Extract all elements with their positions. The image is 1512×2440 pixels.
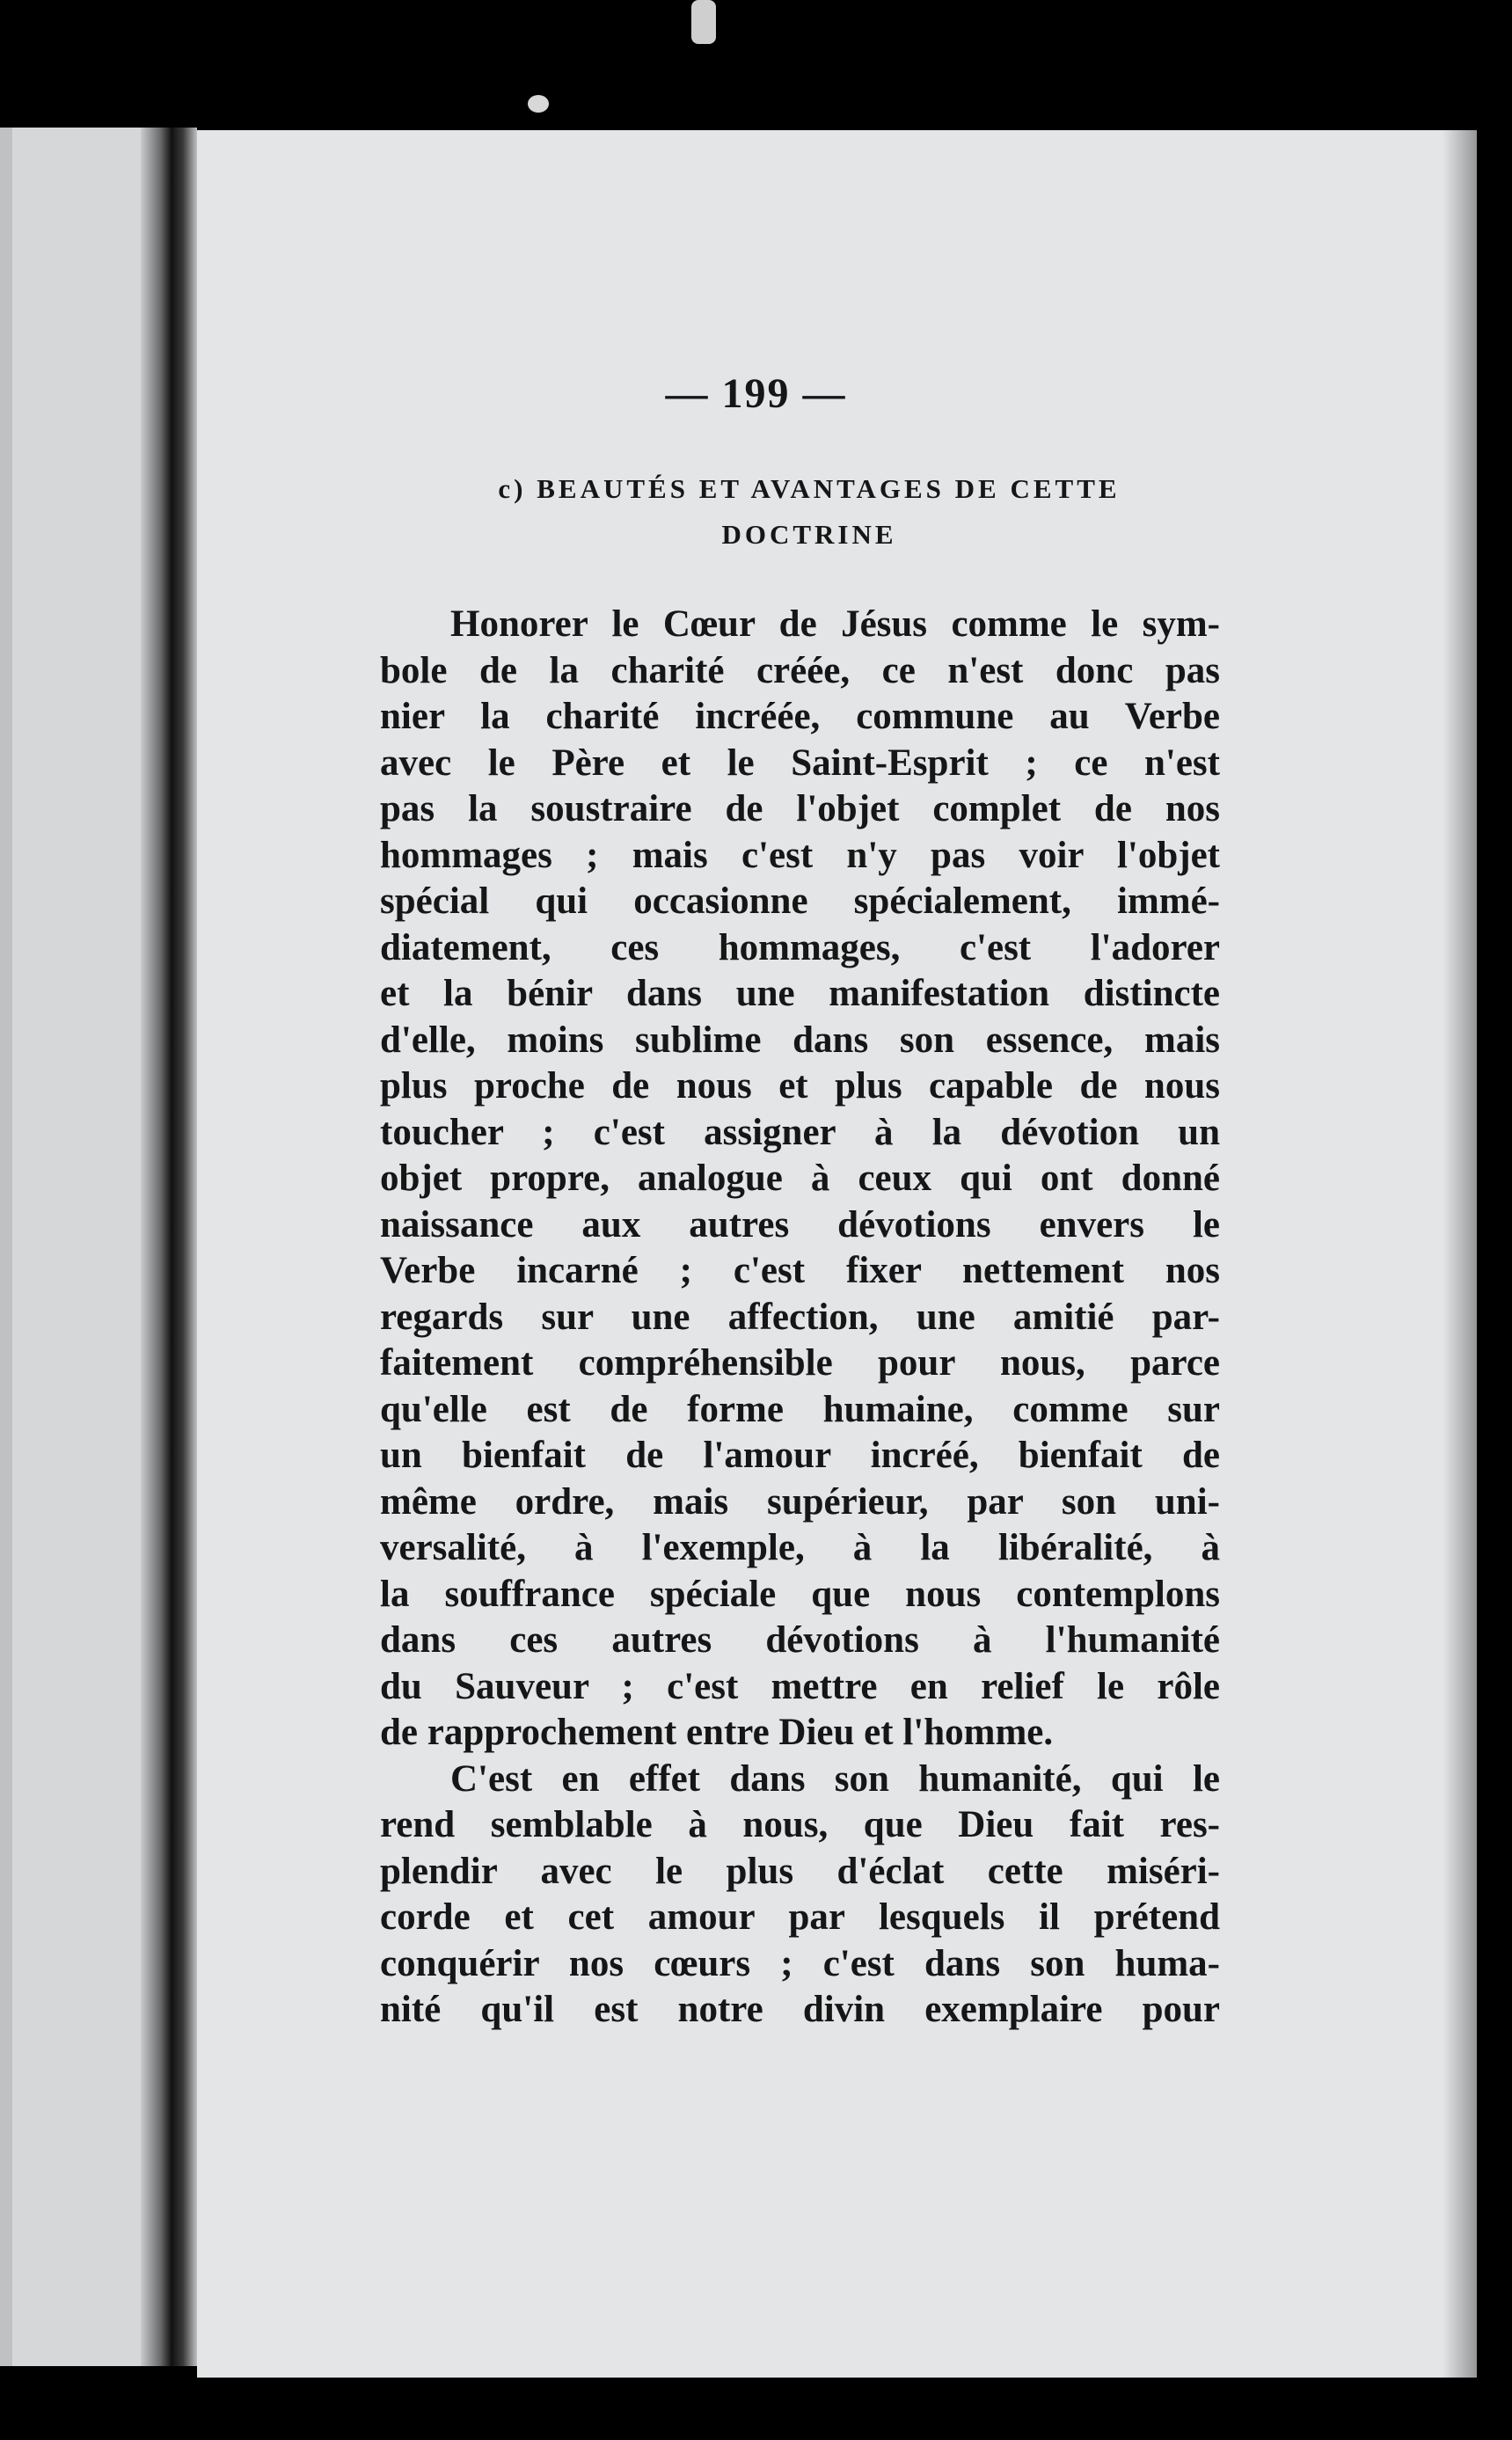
text-line: dans ces autres dévotions à l'humanité (380, 1619, 1220, 1661)
text-line: pas la soustraire de l'objet complet de nos (380, 788, 1220, 829)
text-line: même ordre, mais supérieur, par son uni- (380, 1480, 1220, 1523)
text-line: diatement, ces hommages, c'est l'adorer (380, 926, 1220, 968)
text-line: la souffrance spéciale que nous contemplons (380, 1573, 1220, 1615)
book-spine (141, 128, 197, 2366)
text-line: qu'elle est de forme humaine, comme sur (380, 1388, 1220, 1430)
scan-mark-top (691, 0, 716, 44)
text-line: faitement compréhensible pour nous, parce (380, 1342, 1220, 1384)
text-line: nier la charité incréée, commune au Verbe (380, 696, 1220, 737)
text-line: de rapprochement entre Dieu et l'homme. (380, 1712, 1054, 1753)
text-line: bole de la charité créée, ce n'est donc pas (380, 649, 1220, 691)
text-line: du Sauveur ; c'est mettre en relief le rôle (380, 1665, 1220, 1707)
text-line: plus proche de nous et plus capable de nous (380, 1065, 1220, 1107)
text-line: toucher ; c'est assigner à la dévotion un (380, 1111, 1220, 1153)
text-line: corde et cet amour par lesquels il prétend (380, 1896, 1220, 1938)
text-line: plendir avec le plus d'éclat cette miséri- (380, 1850, 1220, 1892)
text-line: spécial qui occasionne spécialement, immé- (380, 880, 1220, 922)
text-line: nité qu'il est notre divin exemplaire pour (380, 1989, 1220, 2030)
text-line: conquérir nos cœurs ; c'est dans son huma- (380, 1942, 1220, 1984)
text-line: regards sur une affection, une amitié par- (380, 1296, 1220, 1338)
text-line: un bienfait de l'amour incréé, bienfait de (380, 1435, 1220, 1476)
text-line: naissance aux autres dévotions envers le (380, 1203, 1220, 1246)
text-line: hommages ; mais c'est n'y pas voir l'objet (380, 834, 1220, 876)
text-line: objet propre, analogue à ceux qui ont donné (380, 1158, 1220, 1199)
text-line: et la bénir dans une manifestation distincte (380, 973, 1220, 1014)
text-line: rend semblable à nous, que Dieu fait res- (380, 1804, 1220, 1845)
scan-mark-dot (528, 95, 549, 113)
text-line: versalité, à l'exemple, à la libéralité, à (380, 1527, 1220, 1568)
left-page-shadow (0, 128, 12, 2366)
text-line: Honorer le Cœur de Jésus comme le sym- (450, 603, 1220, 645)
section-title-line-1: c) BEAUTÉS ET AVANTAGES DE CETTE (498, 473, 1121, 504)
body-text (380, 602, 1220, 2034)
text-line: d'elle, moins sublime dans son essence, mais (380, 1019, 1220, 1061)
section-title-line-2: DOCTRINE (721, 519, 897, 550)
text-line: C'est en effet dans son humanité, qui le (450, 1757, 1220, 1800)
page-number: — 199 — (665, 370, 847, 417)
text-line: Verbe incarné ; c'est fixer nettement nos (380, 1250, 1220, 1291)
section-title (378, 466, 1240, 558)
text-line: avec le Père et le Saint-Esprit ; ce n'est (380, 741, 1220, 784)
page-right-shadow (1443, 130, 1478, 2378)
